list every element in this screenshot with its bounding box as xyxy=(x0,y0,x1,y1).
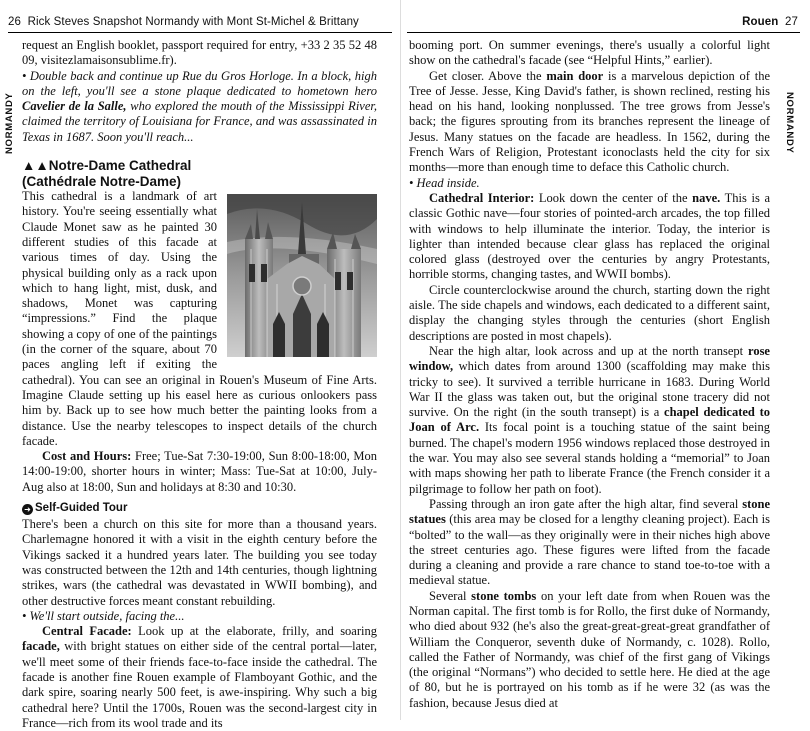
bold-term: nave. xyxy=(692,190,721,205)
directions: • Head inside. xyxy=(409,175,480,190)
book-title: Rick Steves Snapshot Normandy with Mont St-Michel & Brittany xyxy=(27,16,359,28)
left-column xyxy=(22,38,377,731)
bold-term: facade, xyxy=(22,639,60,654)
bold-term: chapel dedicated to Joan of Arc. xyxy=(409,405,770,435)
section-subtitle: (Cathédrale Notre-Dame) xyxy=(22,173,182,189)
cost-and-hours xyxy=(22,449,377,495)
paragraph: booming port. On summer evenings, there's usually a colorful light show on the cathedral's facade (see “Helpful Hints,” earlier). xyxy=(409,38,770,68)
text-run: is a marvelous depiction of the Tree of Jesse. Jesse, King David's father, is shown reclined, resting his head on his hand, looking nonplussed. The tree grows from Jesse's back; the figures sprouting from its branches represent the lineage of Jesus. Many statues on the facade are headless. In 1562, during the French Wars of Religion, Protestant iconoclasts held the city for six months—more than enough time to deface this Catholic church. xyxy=(409,68,770,175)
bold-name: Cavelier de la Salle, xyxy=(22,99,127,114)
bold-term: stone statues xyxy=(409,496,770,527)
bold-term: main door xyxy=(546,68,604,83)
section-heading xyxy=(22,158,377,189)
text-run: Its focal point is a touching statue of the saint being burned. The chapel's modern 1956 windows replaced those destroyed in the war. You may also see several stands holding a “memorial” to Joan with maps showing her path to liberate France (the French consider it a pilgrimage to follow her path on foot). xyxy=(409,420,771,496)
bold-term: rose window, xyxy=(409,343,770,374)
side-tab xyxy=(4,92,18,156)
rating-stars: ▲▲ xyxy=(22,158,49,174)
cathedral-photo xyxy=(227,194,377,357)
page-number: 27 xyxy=(785,16,798,28)
text-run: Free; Tue-Sat 7:30-19:00, Sun 8:00-18:00, Mon 14:00-19:00, shorter hours in winter; Mass: Tue-Sat at 10:00, July-Aug also at 18:00, Sun and holidays at 8:30 and 10:30. xyxy=(22,449,377,494)
bold-label: Cathedral Interior: xyxy=(429,190,535,205)
paragraph xyxy=(22,624,377,731)
paragraph xyxy=(409,344,770,497)
right-column xyxy=(409,38,770,711)
side-tab-label: NORMANDY xyxy=(4,92,15,154)
paragraph: request an English booklet, passport required for entry, +33 2 35 52 48 09, visitezlamaisonsublime.fr). xyxy=(22,38,377,68)
paragraph: Circle counterclockwise around the church, starting down the right aisle. The side chapels and windows, each dedicated to a different saint, display the changing styles through the centuries (short English descriptions are posted in most chapels). xyxy=(409,282,770,343)
side-tab-label: NORMANDY xyxy=(784,92,795,154)
header-rule xyxy=(8,32,392,33)
text-run: This is a classic Gothic nave—four stories of pointed-arch arcades, the top filled with windows to help illuminate the interior. Today, the interior is lighter than intended because clear glass has replaced the original colored glass (destroyed over the centuries by angry Protestants, horrible storms, changing tastes, and WWII bombs). xyxy=(409,190,770,282)
directions: • We'll start outside, facing the... xyxy=(22,608,185,623)
left-page xyxy=(0,0,395,730)
paragraph xyxy=(409,589,770,711)
text-run: (this area may be closed for a lengthy cleaning project). Each is “bolted” to the wall—as they originally were in their niches high above the street centuries ago. These figures were lifted from the facade during a cleaning and provide a rare chance to stand toe-to-toe with a medieval statue. xyxy=(409,512,770,588)
text-run: Near the high altar, look across and up at the north transept xyxy=(429,343,748,358)
cathedral-image xyxy=(227,194,377,357)
paragraph: There's been a church on this site for more than a thousand years. Charlemagne honored it with a visit in the eighth century before the Vikings sacked it a hundred years later. The building you see today was constructed between the 12th and 14th centuries, though lightning strikes, wars (the cathedral was devastated in WWII bombing), and other destructive forces meant constant rebuilding. xyxy=(22,517,377,608)
gutter xyxy=(400,0,401,720)
cost-label: Cost and Hours: xyxy=(42,449,132,464)
paragraph xyxy=(409,191,770,283)
text-run: which dates from around 1300 (scaffolding may make this tricky to see). It survived a terrible hurricane in 1683. During World War II the glass was taken out, but the original stone tracery did not survive. On the right (in the south transept) is a xyxy=(409,359,770,420)
tour-heading xyxy=(22,501,377,516)
page-number: 26 xyxy=(8,16,21,28)
bold-label: Central Facade: xyxy=(42,624,132,639)
text-run: Several xyxy=(429,588,472,603)
running-head-left xyxy=(8,16,359,28)
section-title: Notre-Dame Cathedral xyxy=(48,158,192,174)
text-run: Look up at the elaborate, frilly, and soaring xyxy=(131,624,377,639)
paragraph: This cathedral is a landmark of art history. You're seeing essentially what Claude Monet saw as he painted 30 different studies of this facade at various times of day. Using the physical building only as a rack upon which to hang light, mist, dusk, and shadows, Monet was capturing “impressions.” Find the plaque showing a copy of one of the paintings (in the corner of the square, about 70 paces angling left if exiting the cathedral). You can see an original in Rouen's Museum of Fine Arts. Imagine Claude setting up his easel here as curious onlookers pass him by. Back up to see how much better the painting looks from a distance. Use the nearby telescopes to inspect details of the church facade. xyxy=(22,189,377,448)
arrow-icon: ➜ xyxy=(22,504,33,515)
text-run: with bright statues on either side of the central portal—later, we'll meet some of their friends face-to-face inside the cathedral. The facade is another fine Rouen example of Flamboyant Gothic, and the dark spire, soaring nearly 500 feet, is awe-inspiring. Why such a big cathedral here? Until the 1700s, Rouen was the second-largest city in France—rich from its wool trade and its xyxy=(22,639,377,730)
bold-term: stone tombs xyxy=(471,588,537,603)
paragraph xyxy=(409,69,770,176)
text-run: on your left date from when Rouen was the Norman capital. The first tomb is for Rollo, the first duke of Normandy, who died about 932 (he's also the great-great-great-great grandfather of William the Conqueror, seventh duke of Normandy, c. 1028). Rollo, called the Father of Normandy, was chief of the first gang of Vikings (the original “Normans”) who decided to settle here. He died at the age of 80, but he is portrayed on his tomb as if he were 32 (as was the fashion, because Jesus died at xyxy=(409,588,771,710)
side-tab xyxy=(783,92,797,156)
directions xyxy=(22,69,377,145)
chapter-title: Rouen xyxy=(742,16,779,28)
text-run: who explored the mouth of the Mississippi River, claimed the territory of Louisiana for France, and was assassinated in Texas in 1687. Soon you'll reach... xyxy=(22,99,377,144)
header-rule xyxy=(407,32,800,33)
tour-heading-label: Self-Guided Tour xyxy=(35,502,128,515)
text-run: • Double back and continue up Rue du Gros Horloge. In a block, high on the left, you'll see a stone plaque dedicated to hometown hero xyxy=(22,68,377,98)
right-page xyxy=(405,0,810,720)
text-run: Look down the center of the xyxy=(534,190,693,205)
running-head-right xyxy=(742,16,798,28)
text-run: Passing through an iron gate after the high altar, find several xyxy=(429,496,743,511)
paragraph xyxy=(409,497,770,589)
text-run: Get closer. Above the xyxy=(429,68,547,83)
